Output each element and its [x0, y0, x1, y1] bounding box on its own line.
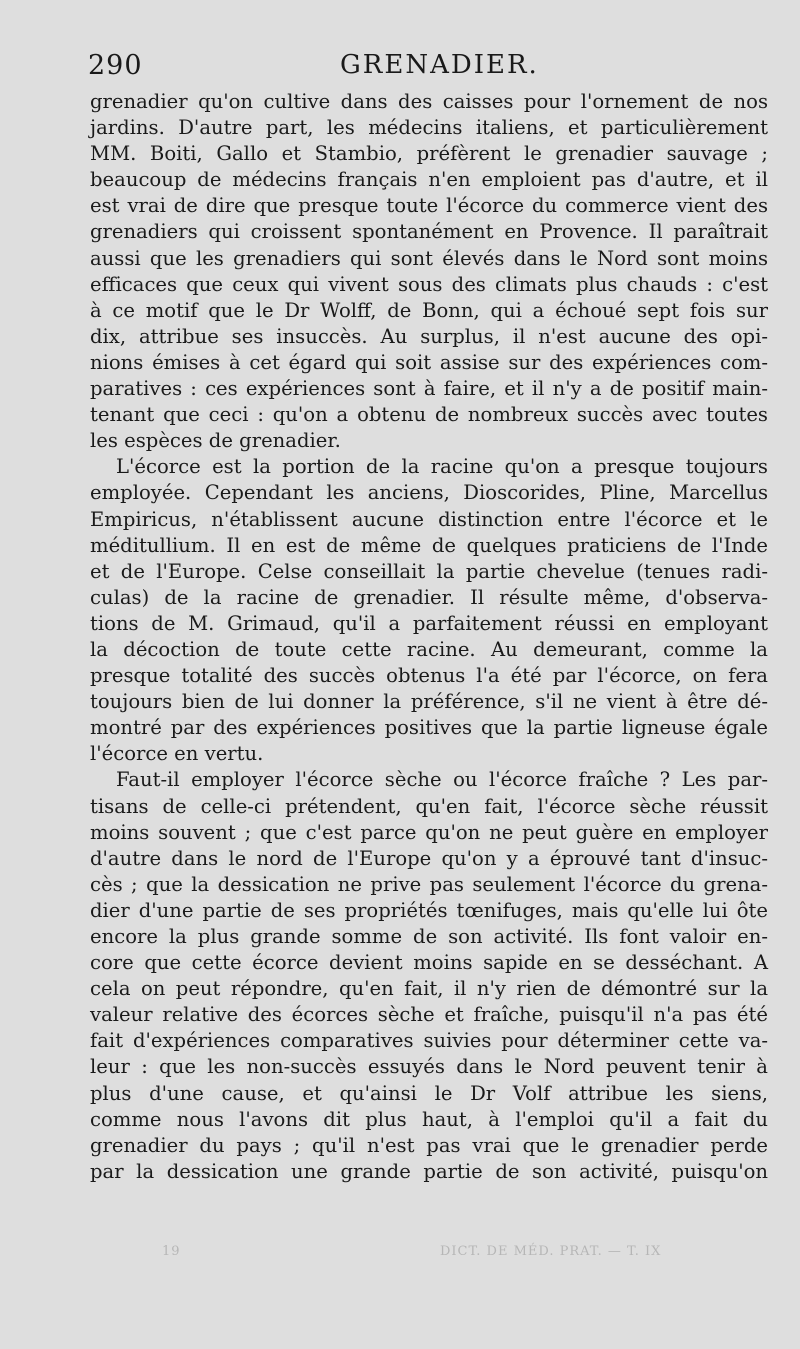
text-line: Faut-il employer l'écorce sèche ou l'écorce fraîche ? Les par- [116, 768, 768, 792]
text-line: et de l'Europe. Celse conseillait la partie chevelue (tenues radi- [90, 559, 768, 583]
text-line: dier d'une partie de ses propriétés tœnifuges, mais qu'elle lui ôte [90, 898, 768, 922]
text-line: fait d'expériences comparatives suivies pour déterminer cette va- [90, 1029, 768, 1053]
text-line: toujours bien de lui donner la préférence, s'il ne vient à être dé- [90, 690, 768, 714]
text-line: tions de M. Grimaud, qu'il a parfaitement réussi en employant [90, 611, 768, 635]
text-line: encore la plus grande somme de son activité. Ils font valoir en- [90, 925, 768, 948]
text-line: nions émises à cet égard qui soit assise sur des expériences com- [90, 350, 768, 374]
page-number: 290 [88, 50, 143, 81]
page-header [88, 50, 768, 90]
text-line: core que cette écorce devient moins sapide en se desséchant. A [90, 951, 768, 975]
text-line: l'écorce en vertu. [90, 742, 264, 766]
text-line: L'écorce est la portion de la racine qu'on a presque toujours [116, 455, 768, 479]
text-line: cela on peut répondre, qu'en fait, il n'y rien de démontré sur la [90, 977, 768, 1001]
text-line: culas) de la racine de grenadier. Il résulte même, d'observa- [90, 585, 768, 609]
text-line: les espèces de grenadier. [90, 429, 341, 453]
text-line: tenant que ceci : qu'on a obtenu de nombreux succès avec toutes [90, 403, 768, 427]
text-line: tisans de celle-ci prétendent, qu'en fait, l'écorce sèche réussit [90, 794, 768, 818]
text-line: grenadier du pays ; qu'il n'est pas vrai que le grenadier perde [90, 1133, 768, 1157]
text-line: montré par des expériences positives que la partie ligneuse égale [90, 716, 768, 740]
text-line: à ce motif que le Dr Wolff, de Bonn, qui a échoué sept fois sur [90, 298, 768, 322]
text-line: presque totalité des succès obtenus l'a été par l'écorce, on fera [90, 664, 768, 688]
text-line: plus d'une cause, et qu'ainsi le Dr Volf attribue les siens, [90, 1081, 768, 1105]
text-line: Empiricus, n'établissent aucune distinction entre l'écorce et le [90, 507, 768, 531]
text-line: aussi que les grenadiers qui sont élevés dans le Nord sont moins [90, 246, 768, 270]
text-line: comme nous l'avons dit plus haut, à l'emploi qu'il a fait du [90, 1107, 768, 1131]
text-line: leur : que les non-succès essuyés dans le Nord peuvent tenir à [90, 1055, 768, 1079]
text-line: dix, attribue ses insuccès. Au surplus, il n'est aucune des opi- [90, 324, 768, 348]
text-line: la décoction de toute cette racine. Au demeurant, comme la [90, 637, 768, 661]
text-line: grenadier qu'on cultive dans des caisses pour l'ornement de nos [90, 90, 768, 113]
text-line: paratives : ces expériences sont à faire, et il n'y a de positif main- [90, 377, 768, 401]
text-line: cès ; que la dessication ne prive pas seulement l'écorce du grena- [90, 872, 768, 896]
text-line: est vrai de dire que presque toute l'écorce du commerce vient des [90, 194, 768, 218]
text-line: MM. Boiti, Gallo et Stambio, préfèrent le grenadier sauvage ; [90, 142, 768, 166]
text-line: grenadiers qui croissent spontanément en Provence. Il paraîtrait [90, 220, 768, 244]
text-line: valeur relative des écorces sèche et fraîche, puisqu'il n'a pas été [90, 1003, 768, 1027]
text-line: moins souvent ; que c'est parce qu'on ne peut guère en employer [90, 820, 768, 844]
text-line: beaucoup de médecins français n'en emploient pas d'autre, et il [90, 168, 768, 192]
text-line: employée. Cependant les anciens, Dioscorides, Pline, Marcellus [90, 481, 768, 505]
text-line: par la dessication une grande partie de son activité, puisqu'on [90, 1159, 768, 1183]
running-title: GRENADIER. [340, 50, 539, 80]
text-line: jardins. D'autre part, les médecins italiens, et particulièrement [90, 116, 768, 140]
text-line: d'autre dans le nord de l'Europe qu'on y a éprouvé tant d'insuc- [90, 846, 768, 870]
footer-note: DICT. DE MÉD. PRAT. — T. IX [440, 1244, 662, 1259]
signature-mark: 19 [162, 1244, 181, 1259]
text-line: méditullium. Il en est de même de quelques praticiens de l'Inde [90, 533, 768, 557]
text-line: efficaces que ceux qui vivent sous des climats plus chauds : c'est [90, 272, 768, 296]
body-text [90, 89, 768, 1185]
